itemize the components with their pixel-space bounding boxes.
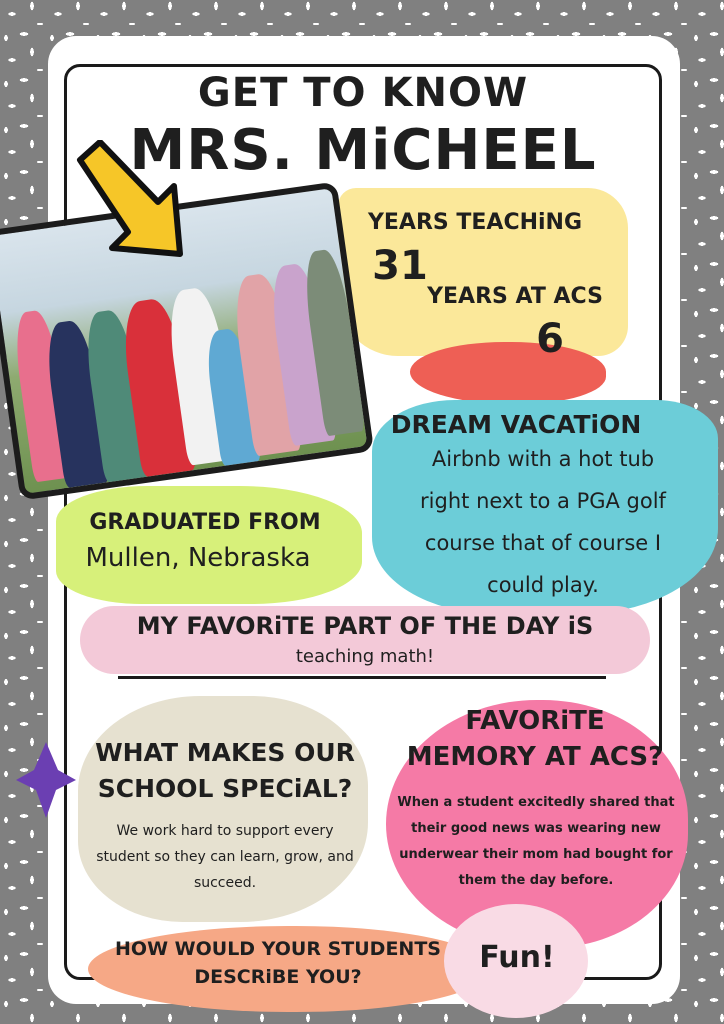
memory-line: underwear their mom had bought for (399, 847, 673, 862)
years-acs-label: YEARS AT ACS (427, 284, 603, 309)
title-line-1: GET TO KNOW (197, 70, 529, 116)
school-special-text (80, 818, 370, 896)
school-special-line: We work hard to support every (116, 823, 334, 839)
memory-line: their good news was wearing new (411, 821, 661, 836)
memory-line: When a student excitedly shared that (397, 795, 675, 810)
purple-star-icon (14, 740, 78, 820)
yellow-arrow-icon (70, 140, 190, 260)
memory-text (392, 790, 680, 894)
dream-text (388, 438, 698, 606)
school-special-line: student so they can learn, grow, and (96, 849, 354, 865)
memory-label-2: MEMORY AT ACS? (406, 742, 664, 772)
school-special-line: succeed. (193, 875, 257, 891)
memory-label-1: FAVORiTE (465, 706, 605, 736)
describe-label-1: HOW WOULD YOUR STUDENTS (115, 938, 441, 960)
graduated-value: Mullen, Nebraska (85, 543, 311, 573)
favorite-part-value: teaching math! (295, 646, 435, 667)
years-acs-value: 6 (536, 316, 564, 362)
favorite-part-label: MY FAVORiTE PART OF THE DAY iS (136, 612, 594, 640)
dream-line: right next to a PGA golf (420, 489, 666, 513)
describe-label-2: DESCRiBE YOU? (194, 966, 362, 988)
divider-line (118, 676, 606, 679)
memory-line: them the day before. (458, 873, 614, 888)
dream-label: DREAM VACATiON (390, 410, 642, 439)
dream-line: could play. (487, 573, 599, 597)
years-teaching-value: 31 (372, 243, 428, 289)
school-special-label-1: WHAT MAKES OUR (95, 738, 355, 767)
years-teaching-label: YEARS TEACHiNG (367, 210, 583, 235)
graduated-label: GRADUATED FROM (89, 510, 321, 535)
dream-line: Airbnb with a hot tub (431, 447, 655, 471)
dream-line: course that of course I (424, 531, 662, 555)
school-special-label-2: SCHOOL SPECiAL? (97, 774, 353, 803)
title-line-2: MRS. MiCHEEL (129, 118, 597, 183)
describe-value: Fun! (479, 940, 555, 975)
